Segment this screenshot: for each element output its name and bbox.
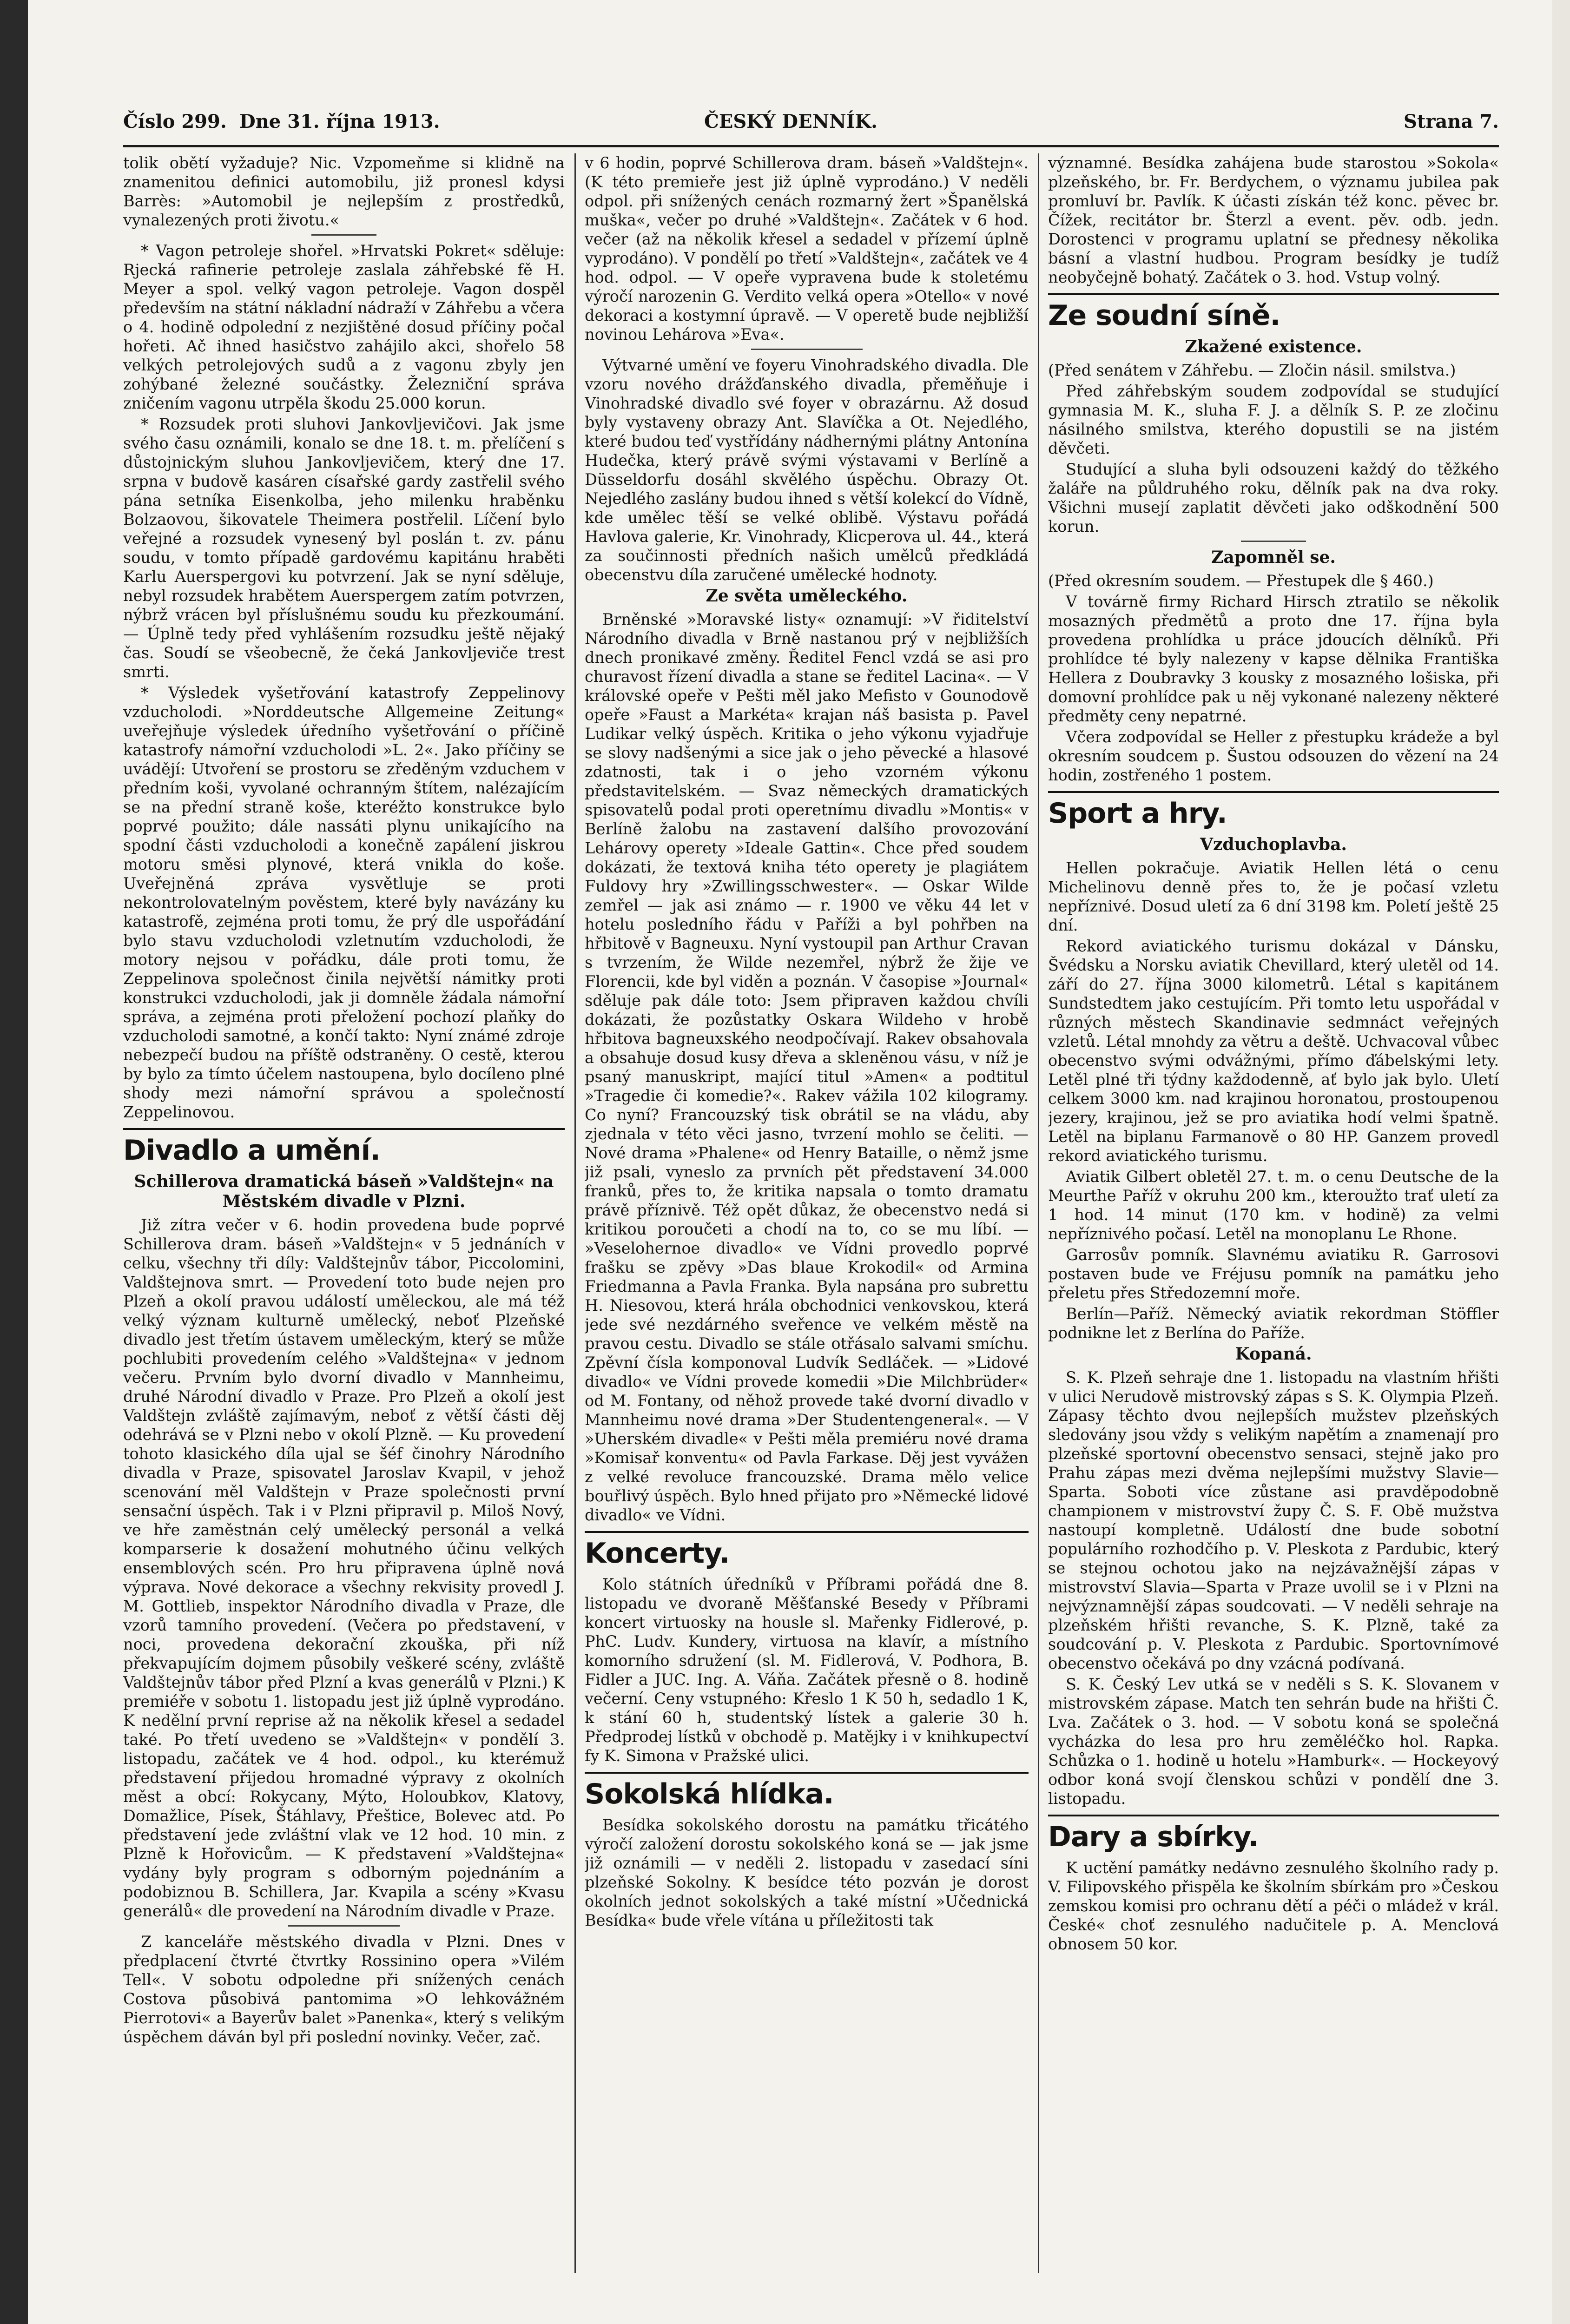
article-paragraph: Hellen pokračuje. Aviatik Hellen létá o cenu Michelinovu denně přes to, že je počasí vzletu nepříznivé. Dosud uletí za 6 dní 3198 km. Poletí ještě 25 dní. — [1048, 859, 1499, 934]
article-paragraph: Besídka sokolského dorostu na památku třicátého výročí založení dorostu sokolského koná se — jak jsme již oznámili — v neděli 2. listopadu v zasedací síni plzeňské Sokolny. K besídce této pozván je dorost okolních jednot sokolských a také místní »Učednická Besídka« bude vřele vítána u příležitosti tak — [585, 1816, 1029, 1929]
article-paragraph: V továrně firmy Richard Hirsch ztratilo se několik mosazných předmětů a proto dne 17. října byla provedena prohlídka u práce jdoucích dělníků. Při prohlídce té byly nalezeny v kapse dělnika Františka Hellera z Doubravky 3 kousky z mosazného lošiska, při domovní prohlídce pak u něj vykonané nalezeny některé předměty ceny nepatrné. — [1048, 593, 1499, 725]
article-paragraph: * Vagon petroleje shořel. »Hrvatski Pokret« sděluje: Rjecká rafinerie petroleje zaslala záhřebské fě H. Meyer a spol. velký vagon petroleje. Vagon dospěl především na státní nákladní nádraží v Záhřebu a včera o 4. hodině odpolední z nezjištěné dosud příčiny počal hořeti. Ač ihned hasičstvo zahájilo akci, shořelo 58 velkých petrolejových sudů a z vagonu zbyly jen zohýbané železné součástky. Železniční správa zničením vagonu utrpěla škodu 25.000 korun. — [123, 242, 565, 412]
column-3 — [1048, 153, 1499, 2273]
article-paragraph: (Před senátem v Záhřebu. — Zločin násil. smilstva.) — [1048, 361, 1456, 379]
article-heading: Schillerova dramatická báseň »Valdštejn« na Městském divadle v Plzni. — [134, 1172, 554, 1211]
section-heading-divadlo: Divadlo a umění. — [123, 1128, 565, 1167]
article-paragraph: Již zítra večer v 6. hodin provedena bude poprvé Schillerova dram. báseň »Valdštejn« v 5 jednáních v celku, všechny tři díly: Valdštejnův tábor, Piccolomini, Valdštejnova smrt. — Provedení toto bude nejen pro Plzeň a okolí pravou událostí uměleckou, ale má též velký význam kulturně umělecký, neboť Plzeňské divadlo jest třetím ústavem uměleckým, který se může pochlubiti provedením celého »Valdštejna« v jednom večeru. Prvním bylo dvorní divadlo v Mannheimu, druhé Národní divadlo v Praze. Pro Plzeň a okolí jest Valdštejn zvláště zajímavým, neboť z větší části děj odehrává se v Plzni nebo v okolí Plzně. — Ku provedení tohoto klasického díla ujal se šéf činohry Národního divadla v Praze, spisovatel Jaroslav Kvapil, v jehož scenování měl Valdštejn v Praze společnosti první sensační úspěch. Tak i v Plzni připravil p. Miloš Nový, ve hře zaměstnán celý umělecký personál a velká komparserie k dosažení mohutného účinu velkých ensemblových scén. Pro hru připravena úplně nová výprava. Nové dekorace a všechny rekvisity provedl J. M. Gottlieb, inspektor Národního divadla v Praze, dle vzorů tamního provedení. (Večera po představení, v noci, provedena dekorační zkouška, při níž překvapujícím dojmem působily veškeré scény, zvláště Valdštejnův tábor před Plzní a kvas generálů v Plzni.) K premiéře v sobotu 1. listopadu jest již úplně vyprodáno. K nedělní první reprise až na několik křesel a sedadel také. Po třetí uvedeno se »Valdštejn« v pondělí 3. listopadu, začátek ve 4 hod. odpol., ku kterémuž představení přijedou hromadné výpravy z okolních měst a obcí: Rokycany, Mýto, Holoubkov, Klatovy, Domažlice, Písek, Štáhlavy, Přeštice, Bolevec atd. Po představení jede zvláštní vlak ve 12 hod. 10 min. z Plzně k Hořovicům. — K představení »Valdštejna« vydány byly program s odborným pojednáním a podobiznou B. Schillera, Jar. Kvapila a scény »Kvasu generálů« dle provedení na Národním divadle v Praze. — [123, 1216, 565, 1920]
article-paragraph: (Před okresním soudem. — Přestupek dle § 460.) — [1048, 572, 1434, 590]
article-paragraph: Výtvarné umění ve foyeru Vinohradského divadla. Dle vzoru nového drážďanského divadla, přeměňuje i Vinohradské divadlo své foyer v obrazárnu. Až dosud byly vystaveny obrazy Ant. Slavíčka a Ot. Nejedlého, které budou teď vystřídány nádhernými plátny Antonína Hudečka, který právě svými výstavami v Berlíně a Düsseldorfu dosáhl skvělého úspěchu. Obrazy Ot. Nejedlého zaslány budou ihned s větší kolekcí do Vídně, kde umělec těší se velké oblibě. Výstavu pořádá Havlova galerie, Kr. Vinohrady, Klicperova ul. 44., která za součinnosti předních našich umělců předkládá obecenstvu díla zaručené umělecké hodnoty. — [585, 356, 1029, 584]
article-paragraph: K uctění památky nedávno zesnulého školního rady p. V. Filipovského přispěla ke školním sbírkám pro »Českou zemskou komisi pro ochranu dětí a péči o mládež v král. České« choť zesnulého nadučitele p. A. Menclová obnosem 50 kor. — [1048, 1859, 1499, 1953]
article-paragraph: Včera zodpovídal se Heller z přestupku krádeže a byl okresním soudcem p. Šustou odsouzen do vězení na 24 hodin, zostřeného 1 postem. — [1048, 728, 1499, 784]
article-paragraph: Kolo státních úředníků v Příbrami pořádá dne 8. listopadu ve dvoraně Měšťanské Besedy v Příbrami koncert virtuosky na housle sl. Mařenky Fidlerové, p. PhC. Ludv. Kundery, virtuosa na klavír, a místního komorního sdružení (sl. M. Fidlerová, V. Podhora, B. Fidler a JUC. Ing. A. Váňa. Začátek přesně o 8. hodině večerní. Ceny vstupného: Křeslo 1 K 50 h, sedadlo 1 K, k stání 60 h, studentský lístek a galerie 30 h. Předprodej lístků v obchodě p. Matějky i v knihkupectví fy K. Simona v Pražské ulici. — [585, 1575, 1029, 1765]
article-paragraph: tolik obětí vyžaduje? Nic. Vzpomeňme si klidně na znamenitou definici automobilu, již pronesl kdysi Barrès: »Automobil je nejlepším z prostředků, vynalezených proti životu.« — [123, 154, 565, 229]
page-number: Strana 7. — [1403, 111, 1499, 132]
article-heading: Kopaná. — [1235, 1344, 1312, 1364]
article-paragraph: Brněnské »Moravské listy« oznamují: »V řiditelství Národního divadla v Brně nastanou prý v nejbližších dnech pronikavé změny. Ředitel Fencl vzdá se asi pro churavost řízení divadla a stane se ředitel Lacina«. — V královské opeře v Pešti měl jako Mefisto v Gounodově opeře »Faust a Markéta« krajan náš basista p. Pavel Ludikar velký úspěch. Kritika o jeho výkonu vyjadřuje se slovy nadšenými a sice jak o jeho pěvecké a hlasové zdatnosti, tak i o jeho vzorném výkonu představitelském. — Svaz německých dramatických spisovatelů podal proti operetnímu divadlu »Montis« v Berlíně žalobu na zastavení dalšího provozování Lehárovy operety »Ideale Gattin«. Chce před soudem dokázati, že textová kniha této operety je plagiátem Fuldovy hry »Zwillingsschwester«. — Oskar Wilde zemřel — jak asi známo — r. 1900 ve věku 44 let v hotelu posledního řádu v Paříži a byl pohřben na hřbitově v Bagneuxu. Nyní vystoupil pan Arthur Cravan s tvrzením, že Wilde nezemřel, nýbrž že žije ve Florencii, kde byl viděn a poznán. V časopise »Journal« sděluje pak dále toto: Jsem připraven každou chvíli dokázati, že pozůstatky Oskara Wildeho v hrobě hřbitova bagneuxského neodpočívají. Rakev obsahovala a obsahuje dosud kusy dřeva a skleněnou vásu, v níž je psaný manuskript, mající titul »Amen« a podtitul »Tragedie či komedie?«. Rakev vážila 102 kilogramy. Co nyní? Francouzský tisk obrátil se na vládu, aby zjednala v této věci jasno, tvrzení mohlo se čeliti. — Nové drama »Phalene« od Henry Bataille, o němž jsme již psali, vyneslo za prvních pět představení 34.000 franků, přes to, že kritika napsala o tomto dramatu právě příznivě. Též opět důkaz, že obecenstvo nedá si kritikou poroučeti a chodí na to, co se mu líbí. — »Veselohernoe divadlo« ve Vídni provedlo poprvé frašku se zpěvy »Das blaue Krokodil« od Armina Friedmanna a Pavla Franka. Byla napsána pro subrettu H. Niesovou, která hrála obchodnici venkovskou, která jede své nezdárného sveřence ve velkém městě na pravou cestu. Divadlo se stále otřásalo salvami smíchu. Zpěvní čísla komponoval Ludvík Sedláček. — »Lidové divadlo« ve Vídni provede komedii »Die Milchbrüder« od M. Fontany, od něhož provede také dvorní divadlo v Mannheimu nové drama »Der Studentengeneral«. — V »Uherském divadle« v Pešti měla premiéru nové drama »Komisař konventu« od Pavla Farkase. Děj jest vyvážen z velké revoluce francouzské. Drama mělo velice bouřlivý úspěch. Bylo hned přijato pro »Německé lidové divadlo« ve Vídni. — [585, 610, 1029, 1524]
article-paragraph: * Výsledek vyšetřování katastrofy Zeppelinovy vzducholodi. »Norddeutsche Allgemeine Zeitung« uveřejňuje výsledek úředního vyšetřování o příčině katastrofy námořní vzducholodi »L. 2«. Jako příčiny se uvádějí: Utvoření se prostoru se zředěným vzduchem v předním koši, vyvolané ochranným štítem, nalézajícím se na přední straně koše, kteréžto konstrukce bylo poprvé použito; dále nassáti plynu unikajícího na spodní části vzducholodi a konečně zapálení jiskrou motoru směsi plynové, která vnikla do koše. Uveřejněná zpráva vysvětluje se proti nekontrolovatelným pověstem, které byly navázány ku katastrofě, zejména proti tomu, že prý dle uspořádání bylo stavu vzducholodi vzletnutím vzducholodi, že motory nejsou v pořádku, dále proti tomu, že Zeppelinova společnost činila největší námitky proti konstrukci vzducholodi, jak ji domněle žádala námořní správa, a zejména proti přeložení pochozí plaňky do vzducholodi samotné, a končí takto: Nyní známé zdroje nebezpečí budou na příště odstraněny. O cestě, kterou by bylo za tímto účelem nastoupena, bylo docíleno plné shody mezi námořní správou a společností Zeppelinovou. — [123, 684, 565, 1121]
masthead: ČESKÝ DENNÍK. — [704, 111, 878, 132]
section-heading-sokolska-hlidka: Sokolská hlídka. — [585, 1772, 1029, 1811]
article-paragraph: Z kanceláře městského divadla v Plzni. Dnes v předplacení čtvrté čtvrtky Rossinino opera »Vilém Tell«. V sobotu odpoledne při snížených cenách Costova působivá pantomima »O lehkovážném Pierrotovi« a Bayerův balet »Panenka«, který s velikým úspěchem dáván byl při poslední novinky. Večer, zač. — [123, 1933, 565, 2046]
scan-edge — [0, 0, 28, 2324]
separator — [288, 1925, 400, 1927]
separator — [311, 234, 376, 236]
column-1 — [123, 153, 565, 2273]
article-heading: Vzduchoplavba. — [1200, 835, 1347, 854]
article-paragraph: S. K. Plzeň sehraje dne 1. listopadu na vlastním hřišti v ulici Nerudově mistrovský zápas s S. K. Olympia Plzeň. Zápasy těchto dvou nejlepších mužstev plzeňských sledovány jsou vždy s velikým napětím a znamenají pro plzeňské sportovní obecenstvo sensaci, stejně jako pro Prahu zápas mezi dvěma nejlepšími mužstvy Slavie—Sparta. Soboti více zůstane asi pravděpodobně championem v mistrovství župy Č. S. F. Obě mužstva nastoupí kompletně. Událostí dne bude sobotní populárního rozhodčího p. V. Pleskota z Pardubic, který se stejnou ochotou jako na nejzávažnější zápas v mistrovství Slavia—Sparta v Praze uvolil se i v Plzni na nejvýznamnější zápas soudcovati. — V neděli sehraje na plzeňském hřišti revanche, S. K. Plzně, také za soudcování p. V. Pleskota z Pardubic. Sportovnímové obecenstvo očekává po dny vzácná podívaná. — [1048, 1368, 1499, 1672]
article-paragraph: Před záhřebským soudem zodpovídal se studující gymnasia M. K., sluha F. J. a dělník S. P. ze zločinu násilného smilstva, kterého dopustili se na jistém děvčeti. — [1048, 382, 1499, 457]
article-heading: Zapomněl se. — [1211, 548, 1336, 567]
article-paragraph: * Rozsudek proti sluhovi Jankovljevičovi. Jak jsme svého času oznámili, konalo se dne 18. t. m. přelíčení s důstojnickým sluhou Jankovljevičem, který dne 17. srpna v budově kasáren císařské gardy zastřelil svého pána setníka Eisenkolba, jeho milenku hraběnku Bolzaovou, šikovatele Theimera postřelil. Líčení bylo veřejné a rozsudek vynesený byl poslán t. zv. pánu soudu, v tomto případě gardovému kapitánu hraběti Karlu Auerspergovi ku potvrzení. Jak se nyní sděluje, nebyl rozsudek hrabětem Auerspergem zatím potvrzen, nýbrž vrácen byl příslušnému soudu ku přezkoumání. — Úplně tedy před vyhlášením rozsudku ještě nějaký čas. Soudí se všeobecně, že čeká Jankovljeviče trest smrti. — [123, 415, 565, 681]
section-heading-koncerty: Koncerty. — [585, 1531, 1029, 1570]
separator — [751, 349, 863, 350]
section-heading-soudni-sin: Ze soudní síně. — [1048, 293, 1499, 332]
article-paragraph: S. K. Český Lev utká se v neděli s S. K. Slovanem v mistrovském zápase. Match ten sehrán bude na hřišti Č. Lva. Začátek o 3. hod. — V sobotu koná se společná vycházka do lesa pro hru zeměléčko hol. Rapka. Schůzka o 1. hodině u hotelu »Hamburk«. — Hockeyový odbor koná svojí členskou schůzi v pondělí dne 3. listopadu. — [1048, 1675, 1499, 1808]
article-paragraph: Rekord aviatického turismu dokázal v Dánsku, Švédsku a Norsku aviatik Chevillard, který uletěl od 14. září do 27. října 3000 kilometrů. Létal s kapitánem Sundstedtem jako cestujícím. Při tomto letu uspořádal v různých městech Skandinavie sedmnáct veřejných vzletů. Létal mnohdy za větru a deště. Uchvacoval vůbec obecenstvo svými odvážnými, přímo ďábelskými lety. Letěl plné tři týdny každodenně, ať bylo jak bylo. Uletí celkem 3000 km. nad krajinou horonatou, prostoupenou jezery, krajinou, jež se pro aviatika hodí velmi špatně. Letěl na biplanu Farmanově o 80 HP. Ganzem provedl rekord aviatického turismu. — [1048, 937, 1499, 1165]
column-2 — [585, 153, 1029, 2273]
article-paragraph: Studující a sluha byli odsouzeni každý do těžkého žaláře na půldruhého roku, dělník pak na dva roky. Všichni musejí zaplatit děvčeti jako odškodnění 500 korun. — [1048, 460, 1499, 535]
section-heading-sport: Sport a hry. — [1048, 791, 1499, 830]
article-paragraph: významné. Besídka zahájena bude starostou »Sokola« plzeňského, br. Fr. Berdychem, o významu jubilea pak promluví br. Pavlík. K účasti získán též konc. pěvec br. Čížek, recitátor br. Šterzl a event. pěv. odb. jedn. Dorostenci v programu uplatní se přednesy několika básní a vlastní hudbou. Program besídky je tudíž neobyčejně bohatý. Začátek o 3. hod. Vstup volný. — [1048, 154, 1499, 286]
page-header — [123, 111, 1499, 139]
column-divider — [1038, 153, 1039, 2273]
column-divider — [574, 153, 576, 2273]
separator — [1241, 541, 1306, 542]
article-paragraph: Garrosův pomník. Slavnému aviatiku R. Garrosovi postaven bude ve Fréjusu pomník na památku jeho přeletu přes Středozemní moře. — [1048, 1246, 1499, 1302]
article-paragraph: Aviatik Gilbert obletěl 27. t. m. o cenu Deutsche de la Meurthe Paříž v okruhu 200 km., kteroužto trať uletí za 1 hod. 14 minut (170 km. v hodině) za velmi nepříznivého počasí. Letěl na monoplanu Le Rhone. — [1048, 1168, 1499, 1243]
article-paragraph: v 6 hodin, poprvé Schillerova dram. báseň »Valdštejn«. (K této premieře jest již úplně vyprodáno.) V neděli odpol. při snížených cenách rozmarný žert »Španělská muška«, večer po druhé »Valdštejn«. Začátek v 6 hod. večer (až na několik křesel a sedadel v přízemí úplně vyprodáno). V pondělí po třetí »Valdštejn«, začátek ve 4 hod. odpol. — V opeře vypravena bude k stoletému výročí narozenin G. Verdito velká opera »Otello« v nové dekoraci a kostymní úpravě. — V operetě bude nejbližší novinou Lehárova »Eva«. — [585, 154, 1029, 343]
section-heading-dary: Dary a sbírky. — [1048, 1815, 1499, 1854]
issue-number: Číslo 299. — [123, 111, 227, 132]
article-paragraph: Berlín—Paříž. Německý aviatik rekordman Stöffler podnikne let z Berlína do Paříže. — [1048, 1305, 1499, 1342]
article-heading: Zkažené existence. — [1185, 337, 1362, 357]
issue-date: Dne 31. října 1913. — [239, 111, 440, 132]
article-heading: Ze světa uměleckého. — [706, 586, 908, 606]
header-rule — [123, 145, 1499, 147]
